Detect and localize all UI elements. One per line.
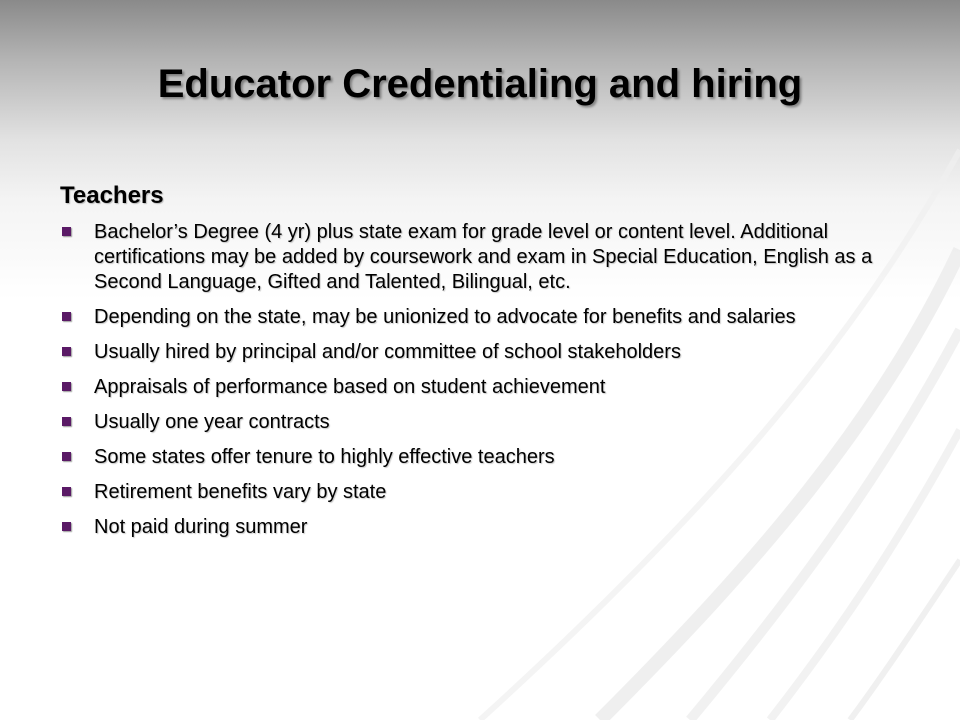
square-bullet-icon	[62, 417, 71, 426]
slide-title: Educator Credentialing and hiring	[157, 62, 803, 106]
square-bullet-icon	[62, 227, 71, 236]
bullet-text: Not paid during summer	[94, 516, 308, 538]
bullet-item	[60, 375, 900, 400]
bullet-item	[60, 445, 900, 470]
slide-content	[60, 182, 900, 550]
section-heading: Teachers	[60, 182, 164, 209]
bullet-item	[60, 480, 900, 505]
square-bullet-icon	[62, 312, 71, 321]
square-bullet-icon	[62, 347, 71, 356]
square-bullet-icon	[62, 382, 71, 391]
bullet-text: Appraisals of performance based on student achievement	[94, 376, 606, 398]
bullet-text: Usually one year contracts	[94, 411, 330, 433]
bullet-item	[60, 305, 900, 330]
bullet-item	[60, 340, 900, 365]
bullet-item	[60, 515, 900, 540]
square-bullet-icon	[62, 522, 71, 531]
bullet-text: Bachelor’s Degree (4 yr) plus state exam for grade level or content level. Additional certifications may be added by coursework and exam in Special Education, English as a Second Language, Gifted and Talented, Bilingual, etc.	[94, 221, 873, 293]
bullet-text: Depending on the state, may be unionized to advocate for benefits and salaries	[94, 306, 796, 328]
square-bullet-icon	[62, 487, 71, 496]
bullet-item	[60, 410, 900, 435]
bullet-text: Usually hired by principal and/or committee of school stakeholders	[94, 341, 681, 363]
bullet-text: Some states offer tenure to highly effective teachers	[94, 446, 555, 468]
bullet-list	[60, 220, 900, 540]
bullet-item	[60, 220, 900, 295]
square-bullet-icon	[62, 452, 71, 461]
bullet-text: Retirement benefits vary by state	[94, 481, 387, 503]
